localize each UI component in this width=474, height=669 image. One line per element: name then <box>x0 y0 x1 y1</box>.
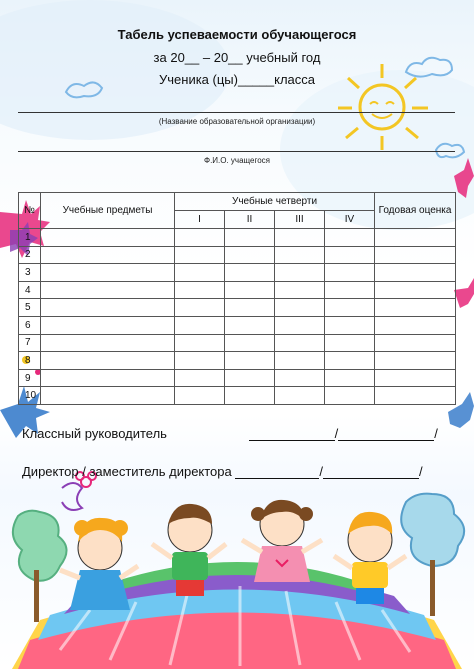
director-signature-field[interactable] <box>235 466 319 479</box>
quarter-grade-cell[interactable] <box>225 299 275 317</box>
quarter-grade-cell[interactable] <box>175 334 225 352</box>
director-signature-row <box>22 464 423 479</box>
row-number: 6 <box>19 316 41 334</box>
quarter-grade-cell[interactable] <box>325 264 375 282</box>
director-label: Директор / заместитель директора <box>22 464 232 479</box>
column-header-quarter: IV <box>325 211 375 229</box>
quarter-grade-cell[interactable] <box>275 334 325 352</box>
quarter-grade-cell[interactable] <box>175 246 225 264</box>
column-header-quarter: I <box>175 211 225 229</box>
row-number: 10 <box>19 387 41 405</box>
row-number: 7 <box>19 334 41 352</box>
subject-cell[interactable] <box>41 369 175 387</box>
subject-cell[interactable] <box>41 387 175 405</box>
subject-cell[interactable] <box>41 229 175 247</box>
annual-grade-cell[interactable] <box>375 316 456 334</box>
signature-separator: / <box>419 464 423 479</box>
annual-grade-cell[interactable] <box>375 281 456 299</box>
signature-separator: / <box>319 464 324 479</box>
subject-cell[interactable] <box>41 316 175 334</box>
quarter-grade-cell[interactable] <box>325 352 375 370</box>
subject-cell[interactable] <box>41 281 175 299</box>
row-number: 1 <box>19 229 41 247</box>
class-teacher-signature-row <box>22 426 438 441</box>
quarter-grade-cell[interactable] <box>325 281 375 299</box>
row-number: 4 <box>19 281 41 299</box>
class-line: Ученика (цы)_____класса <box>159 72 315 87</box>
class-teacher-label: Классный руководитель <box>22 426 167 441</box>
row-number: 9 <box>19 369 41 387</box>
table-row <box>19 387 456 405</box>
quarter-grade-cell[interactable] <box>225 352 275 370</box>
column-header-quarter: II <box>225 211 275 229</box>
quarter-grade-cell[interactable] <box>275 316 325 334</box>
quarter-grade-cell[interactable] <box>275 264 325 282</box>
quarter-grade-cell[interactable] <box>325 334 375 352</box>
organization-caption: (Название образовательной организации) <box>158 117 316 126</box>
child-figure-1 <box>60 518 138 610</box>
quarter-grade-cell[interactable] <box>225 281 275 299</box>
quarter-grade-cell[interactable] <box>175 264 225 282</box>
quarter-grade-cell[interactable] <box>175 387 225 405</box>
annual-grade-cell[interactable] <box>375 352 456 370</box>
quarter-grade-cell[interactable] <box>225 264 275 282</box>
table-row <box>19 281 456 299</box>
grades-table <box>18 192 455 405</box>
annual-grade-cell[interactable] <box>375 369 456 387</box>
student-name-line <box>18 151 455 152</box>
subject-cell[interactable] <box>41 334 175 352</box>
annual-grade-cell[interactable] <box>375 387 456 405</box>
quarter-grade-cell[interactable] <box>325 387 375 405</box>
class-teacher-signature-field[interactable] <box>249 428 335 441</box>
quarter-grade-cell[interactable] <box>225 246 275 264</box>
quarter-grade-cell[interactable] <box>275 281 325 299</box>
quarter-grade-cell[interactable] <box>225 334 275 352</box>
quarter-grade-cell[interactable] <box>325 299 375 317</box>
signature-separator: / <box>334 426 339 441</box>
row-number: 2 <box>19 246 41 264</box>
quarter-grade-cell[interactable] <box>275 352 325 370</box>
organization-name-line <box>18 112 455 113</box>
subject-cell[interactable] <box>41 352 175 370</box>
table-row <box>19 264 456 282</box>
quarter-grade-cell[interactable] <box>325 246 375 264</box>
quarter-grade-cell[interactable] <box>275 387 325 405</box>
table-row <box>19 352 456 370</box>
grades-table-body <box>19 229 456 405</box>
quarter-grade-cell[interactable] <box>225 369 275 387</box>
quarter-grade-cell[interactable] <box>325 316 375 334</box>
quarter-grade-cell[interactable] <box>175 299 225 317</box>
annual-grade-cell[interactable] <box>375 264 456 282</box>
page-title: Табель успеваемости обучающегося <box>117 27 357 42</box>
table-row <box>19 246 456 264</box>
row-number: 8 <box>19 352 41 370</box>
director-name-field[interactable] <box>323 466 419 479</box>
subject-cell[interactable] <box>41 246 175 264</box>
quarter-grade-cell[interactable] <box>225 316 275 334</box>
table-row <box>19 334 456 352</box>
class-teacher-name-field[interactable] <box>338 428 434 441</box>
table-row <box>19 229 456 247</box>
annual-grade-cell[interactable] <box>375 246 456 264</box>
student-name-caption: Ф.И.О. учащегося <box>203 156 271 165</box>
tree-icon <box>13 511 67 622</box>
quarter-grade-cell[interactable] <box>175 229 225 247</box>
table-row <box>19 299 456 317</box>
quarter-grade-cell[interactable] <box>175 316 225 334</box>
column-header-subjects: Учебные предметы <box>41 193 175 229</box>
subject-cell[interactable] <box>41 299 175 317</box>
row-number: 5 <box>19 299 41 317</box>
quarter-grade-cell[interactable] <box>275 229 325 247</box>
quarter-grade-cell[interactable] <box>225 387 275 405</box>
quarter-grade-cell[interactable] <box>275 369 325 387</box>
annual-grade-cell[interactable] <box>375 229 456 247</box>
column-header-quarters: Учебные четверти <box>175 193 375 211</box>
quarter-grade-cell[interactable] <box>175 369 225 387</box>
signature-separator: / <box>434 426 438 441</box>
column-header-quarter: III <box>275 211 325 229</box>
column-header-annual: Годовая оценка <box>375 193 456 229</box>
annual-grade-cell[interactable] <box>375 299 456 317</box>
quarter-grade-cell[interactable] <box>275 246 325 264</box>
tree-icon <box>401 494 464 616</box>
quarter-grade-cell[interactable] <box>325 229 375 247</box>
school-year-line: за 20__ – 20__ учебный год <box>153 50 321 65</box>
quarter-grade-cell[interactable] <box>175 352 225 370</box>
table-row <box>19 369 456 387</box>
column-header-number: № <box>19 193 41 229</box>
quarter-grade-cell[interactable] <box>325 369 375 387</box>
row-number: 3 <box>19 264 41 282</box>
quarter-grade-cell[interactable] <box>275 299 325 317</box>
quarter-grade-cell[interactable] <box>175 281 225 299</box>
quarter-grade-cell[interactable] <box>225 229 275 247</box>
table-row <box>19 316 456 334</box>
subject-cell[interactable] <box>41 264 175 282</box>
annual-grade-cell[interactable] <box>375 334 456 352</box>
